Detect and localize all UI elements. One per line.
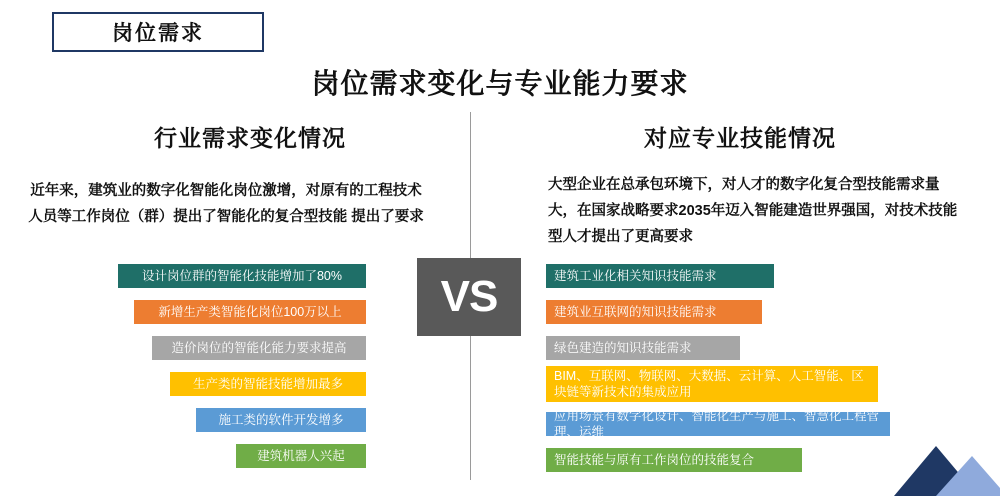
section-tag-label: 岗位需求 bbox=[112, 22, 204, 45]
left-bar-5-label: 施工类的软件开发增多 bbox=[218, 413, 344, 427]
right-bar-1-label: 建筑工业化相关知识技能需求 bbox=[554, 269, 717, 283]
left-bar-3-label: 造价岗位的智能化能力要求提高 bbox=[171, 341, 347, 355]
right-bar-2 bbox=[546, 300, 762, 324]
vs-label: VS bbox=[440, 272, 498, 321]
left-bar-1-label: 设计岗位群的智能化技能增加了80% bbox=[141, 269, 343, 283]
right-bar-6-label: 智能技能与原有工作岗位的技能复合 bbox=[554, 453, 755, 467]
right-bar-4 bbox=[546, 366, 878, 402]
page-title: 岗位需求变化与专业能力要求 bbox=[311, 68, 689, 99]
right-bar-6 bbox=[546, 448, 802, 472]
left-bar-3 bbox=[152, 336, 366, 360]
right-bar-5 bbox=[546, 409, 890, 439]
right-bar-5-label: 应用场景有数字化设计、智能化生产与施工、智慧化工程管理、运维 bbox=[554, 409, 880, 439]
right-bar-1 bbox=[546, 264, 774, 288]
right-bar-3-label: 绿色建造的知识技能需求 bbox=[554, 341, 692, 355]
triangle-shapes-icon bbox=[880, 416, 1000, 496]
right-bar-2-label: 建筑业互联网的知识技能需求 bbox=[554, 305, 717, 319]
vs-badge bbox=[417, 258, 521, 336]
left-bar-4 bbox=[170, 372, 366, 396]
left-column-paragraph: 近年来，建筑业的数字化智能化岗位激增，对原有的工程技术人员等工作岗位（群）提出了智能化的复合型技能 提出了要求 bbox=[28, 183, 424, 225]
right-column-heading: 对应专业技能情况 bbox=[644, 125, 836, 151]
right-bar-3 bbox=[546, 336, 740, 360]
left-bar-6 bbox=[236, 444, 366, 468]
left-bar-1 bbox=[118, 264, 366, 288]
left-column-heading: 行业需求变化情况 bbox=[154, 125, 346, 151]
decorative-triangles bbox=[880, 416, 1000, 496]
section-tag bbox=[52, 12, 264, 52]
left-bar-6-label: 建筑机器人兴起 bbox=[257, 449, 345, 463]
left-bar-5 bbox=[196, 408, 366, 432]
right-bar-4-label: BIM、互联网、物联网、大数据、云计算、人工智能、区块链等新技术的集成应用 bbox=[554, 369, 864, 399]
left-bar-2 bbox=[134, 300, 366, 324]
left-bar-2-label: 新增生产类智能化岗位100万以上 bbox=[158, 305, 342, 319]
left-bar-4-label: 生产类的智能技能增加最多 bbox=[192, 377, 343, 391]
right-column-paragraph: 大型企业在总承包环境下，对人才的数字化复合型技能需求量大，在国家战略要求2035年迈入智能建造世界强国，对技术技能型人才提出了更高要求 bbox=[548, 177, 958, 245]
